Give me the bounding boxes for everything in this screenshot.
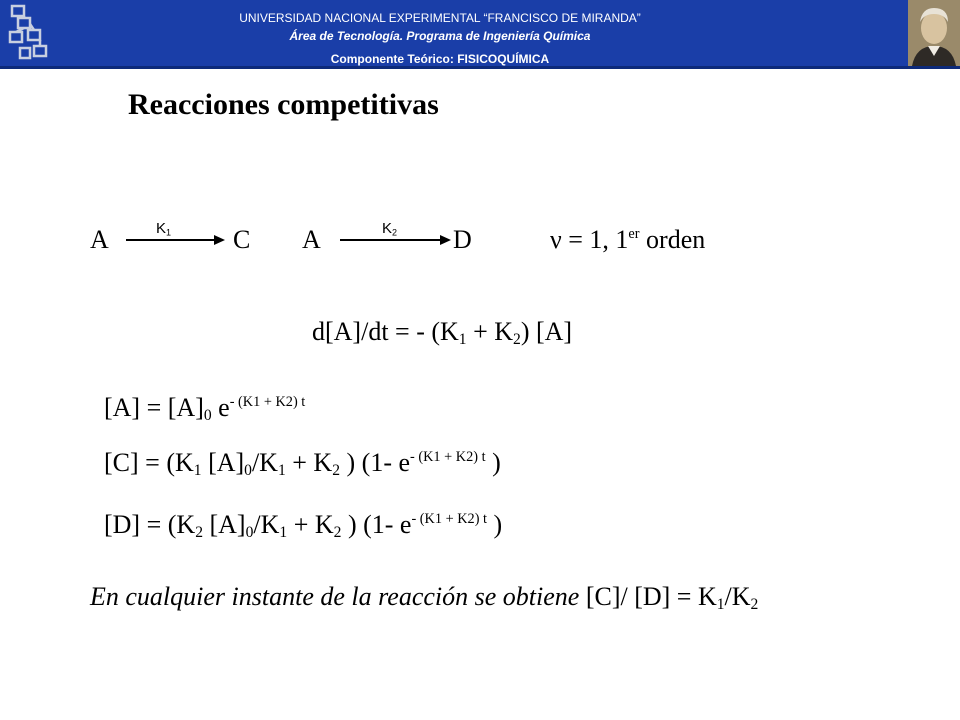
reaction-1-arrow-icon bbox=[126, 234, 226, 246]
portrait-image bbox=[908, 0, 960, 66]
conclusion-statement: En cualquier instante de la reacción se obtiene [C]/ $[D] = K_1/K_2$ bbox=[90, 582, 759, 613]
reaction-1-rate-constant: $K_1$ bbox=[156, 220, 172, 238]
rate-law-equation: d[A]/dt = - $(K_1 + K_2)$ [A] bbox=[312, 317, 573, 348]
concentration-d-equation: $[D] = (K_2$ $[A]_0/K_1 + K_2$ ) (1- $e^{- (K1 + K2) t}$ ) bbox=[104, 510, 503, 541]
university-name: UNIVERSIDAD NACIONAL EXPERIMENTAL “FRANCISCO DE MIRANDA” bbox=[239, 11, 641, 25]
reaction-2-product: D bbox=[453, 225, 472, 254]
header-divider bbox=[0, 66, 960, 69]
concentration-a-equation: $[A] = [A]_0$ $e^{- (K1 + K2) t}$ bbox=[104, 393, 306, 424]
reaction-1-product: C bbox=[233, 225, 251, 254]
reaction-2-reactant: A bbox=[302, 225, 321, 254]
reaction-1-reactant: A bbox=[90, 225, 109, 254]
program-name: Área de Tecnología. Programa de Ingeniería Química bbox=[289, 29, 591, 43]
concentration-c-equation: $[C] = (K_1$ $[A]_0/K_1 + K_2$ ) (1- $e^{- (K1 + K2) t}$ ) bbox=[104, 448, 501, 479]
course-component: Componente Teórico: FISICOQUÍMICA bbox=[330, 52, 550, 66]
slide-title: Reacciones competitivas bbox=[128, 88, 439, 121]
reaction-order: ν = 1, 1er orden bbox=[550, 225, 706, 254]
reaction-2-rate-constant: $K_2$ bbox=[382, 220, 398, 238]
